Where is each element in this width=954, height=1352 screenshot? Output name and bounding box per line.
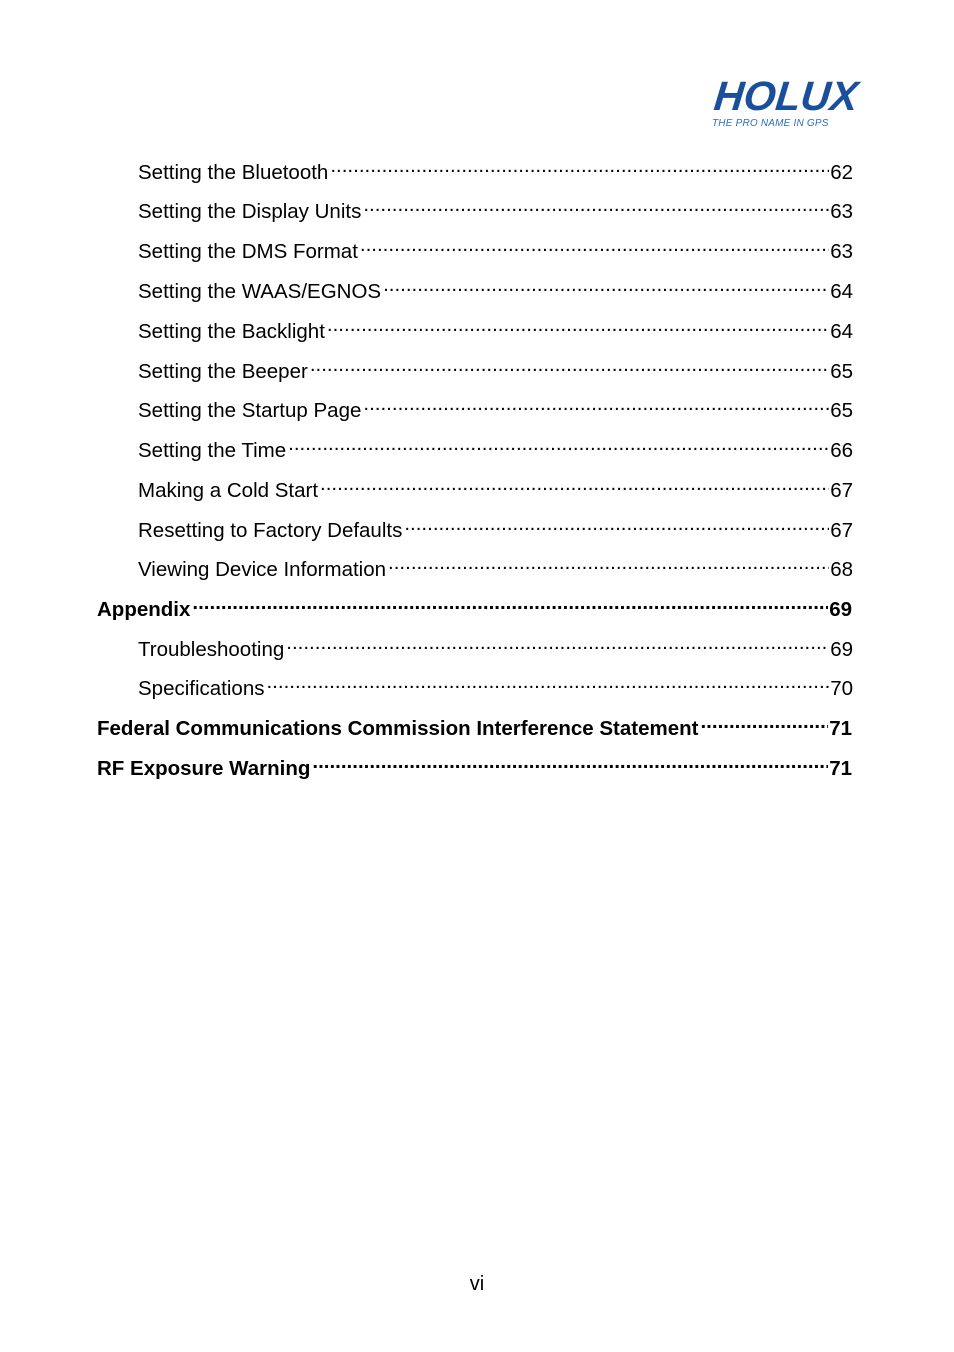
toc-entry-title: Setting the Time (138, 439, 287, 462)
toc-entry-troubleshooting[interactable] (138, 630, 853, 661)
toc-entry-display-units[interactable] (138, 192, 853, 223)
toc-dot-leader (288, 431, 829, 457)
toc-entry-startup-page[interactable] (138, 391, 853, 422)
toc-entry-page: 69 (830, 638, 853, 661)
toc-entry-bluetooth[interactable] (138, 153, 853, 184)
toc-entry-title: Troubleshooting (138, 638, 285, 661)
toc-entry-page: 70 (830, 677, 853, 700)
toc-entry-factory-defaults[interactable] (138, 511, 853, 542)
toc-entry-page: 66 (830, 439, 853, 462)
toc-dot-leader (266, 669, 829, 695)
toc-dot-leader (700, 709, 828, 735)
logo-wordmark: HOLUX (711, 73, 861, 119)
toc-dot-leader (363, 192, 829, 218)
toc-entry-title: Setting the Backlight (138, 320, 325, 343)
toc-entry-title: Making a Cold Start (138, 479, 319, 502)
toc-entry-title: RF Exposure Warning (97, 757, 311, 780)
toc-entry-title: Setting the Startup Page (138, 399, 362, 422)
toc-dot-leader (327, 312, 829, 338)
toc-dot-leader (363, 391, 829, 417)
toc-entry-device-information[interactable] (138, 550, 853, 581)
toc-entry-title: Setting the Beeper (138, 360, 308, 383)
toc-entry-cold-start[interactable] (138, 471, 853, 502)
toc-entry-title: Federal Communications Commission Interference Statement (97, 717, 699, 740)
toc-dot-leader (404, 511, 829, 537)
toc-entry-title: Setting the WAAS/EGNOS (138, 280, 382, 303)
toc-entry-title: Resetting to Factory Defaults (138, 519, 403, 542)
toc-entry-title: Setting the Bluetooth (138, 161, 329, 184)
toc-dot-leader (330, 153, 829, 179)
toc-entry-title: Specifications (138, 677, 265, 700)
toc-entry-page: 71 (829, 717, 852, 740)
toc-entry-page: 67 (830, 479, 853, 502)
toc-entry-page: 68 (830, 558, 853, 581)
toc-entry-dms-format[interactable] (138, 232, 853, 263)
toc-entry-page: 64 (830, 280, 853, 303)
toc-entry-title: Appendix (97, 598, 191, 621)
holux-logo (706, 73, 861, 134)
toc-entry-page: 63 (830, 240, 853, 263)
toc-entry-fcc-statement[interactable] (97, 709, 852, 740)
toc-entry-page: 69 (829, 598, 852, 621)
toc-dot-leader (310, 352, 829, 378)
toc-entry-rf-exposure[interactable] (97, 749, 852, 780)
toc-dot-leader (388, 550, 829, 576)
toc-dot-leader (192, 590, 828, 616)
toc-dot-leader (320, 471, 829, 497)
toc-entry-appendix[interactable] (97, 590, 852, 621)
toc-entry-page: 67 (830, 519, 853, 542)
toc-entry-page: 65 (830, 360, 853, 383)
page-number: vi (469, 1273, 485, 1295)
toc-entry-title: Setting the DMS Format (138, 240, 358, 263)
toc-dot-leader (312, 749, 828, 775)
toc-entry-backlight[interactable] (138, 312, 853, 343)
toc-entry-title: Setting the Display Units (138, 200, 362, 223)
toc-entry-time[interactable] (138, 431, 853, 462)
toc-entry-page: 65 (830, 399, 853, 422)
toc-entry-page: 63 (830, 200, 853, 223)
toc-entry-specifications[interactable] (138, 669, 853, 700)
toc-entry-waas-egnos[interactable] (138, 272, 853, 303)
toc-dot-leader (360, 232, 829, 258)
toc-entry-page: 64 (830, 320, 853, 343)
toc-entry-beeper[interactable] (138, 352, 853, 383)
toc-dot-leader (383, 272, 829, 298)
toc-entry-title: Viewing Device Information (138, 558, 387, 581)
toc-dot-leader (286, 630, 829, 656)
toc-entry-page: 71 (829, 757, 852, 780)
toc-entry-page: 62 (830, 161, 853, 184)
logo-tagline: THE PRO NAME IN GPS (712, 118, 829, 129)
